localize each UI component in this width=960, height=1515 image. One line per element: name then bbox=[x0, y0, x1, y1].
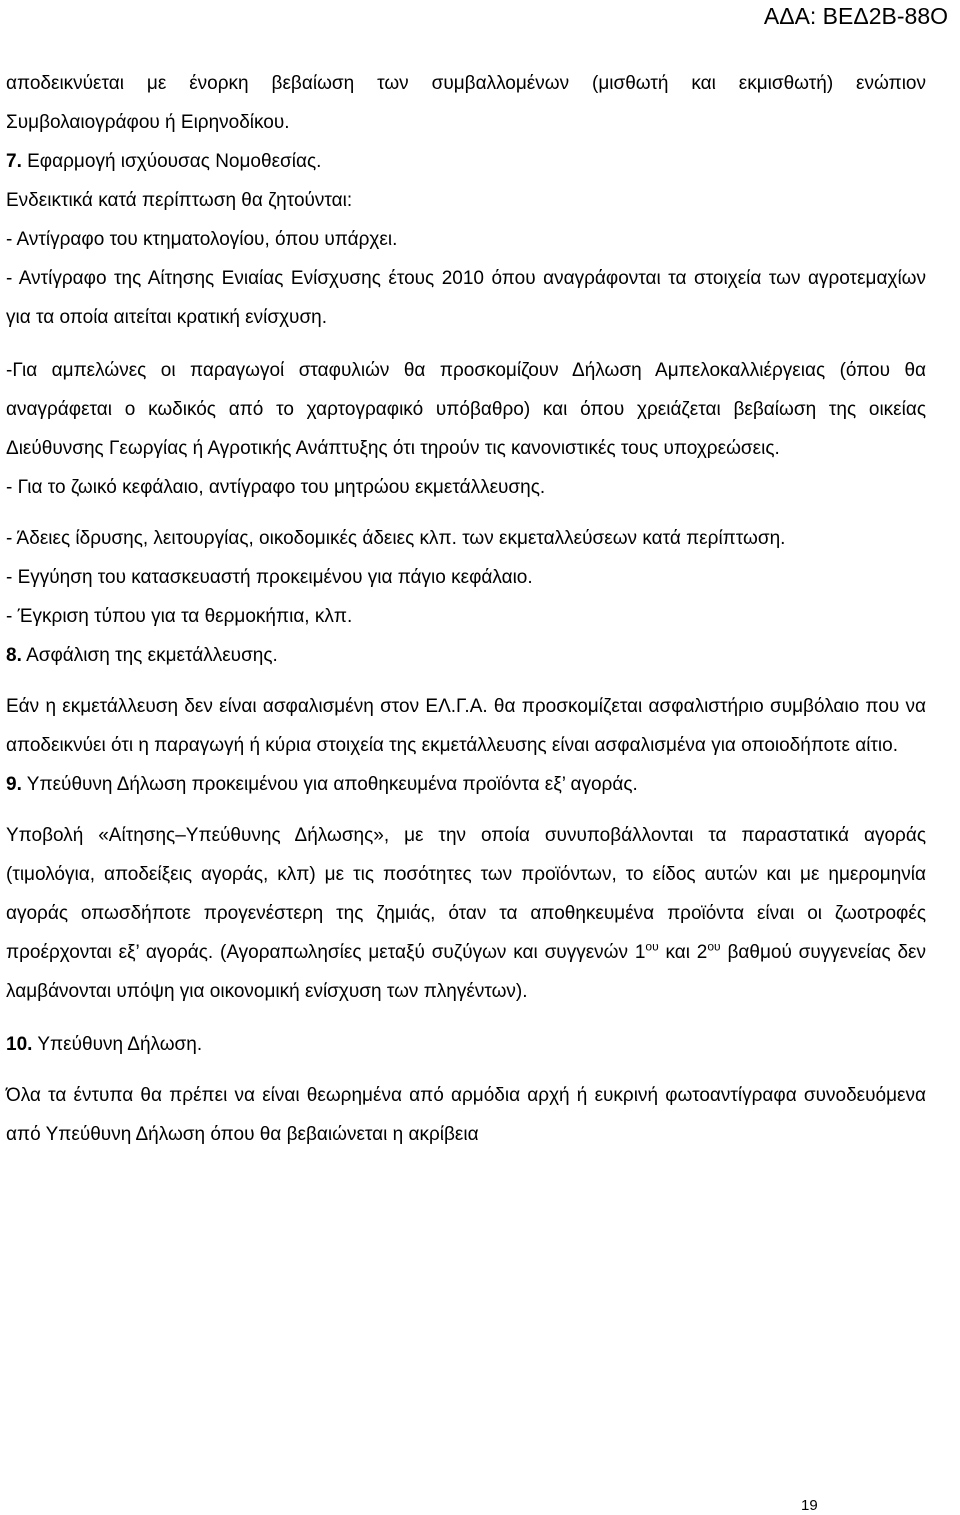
section-8-number: 8. bbox=[6, 645, 22, 666]
paragraph-stored-products bbox=[6, 816, 926, 1011]
section-10-number: 10. bbox=[6, 1034, 33, 1055]
section-7-number: 7. bbox=[6, 151, 22, 172]
stored-products-text-b: και 2 bbox=[658, 942, 708, 963]
ordinal-suffix-2: ου bbox=[707, 939, 721, 954]
document-body bbox=[6, 64, 926, 1154]
paragraph-cadastre: - Αντίγραφο του κτηματολογίου, όπου υπάρχει. bbox=[6, 229, 398, 250]
paragraph-insurance: Εάν η εκμετάλλευση δεν είναι ασφαλισμένη στον ΕΛ.Γ.Α. θα προσκομίζεται ασφαλιστήριο συμβόλαιο που να αποδεικνύει ότι η παραγωγή ή κύρια στοιχεία της εκμετάλλευσης είναι ασφαλισμένα για οποιοδήποτε αίτιο. bbox=[6, 696, 926, 756]
ada-code: ΑΔΑ: ΒΕΔ2Β-88Ο bbox=[763, 3, 948, 29]
page-number: 19 bbox=[801, 1497, 818, 1514]
paragraph-permits: - Άδειες ίδρυσης, λειτουργίας, οικοδομικές άδειες κλπ. των εκμεταλλεύσεων κατά περίπτωση. bbox=[6, 528, 786, 549]
section-8-title: Ασφάλιση της εκμετάλλευσης. bbox=[21, 645, 278, 666]
paragraph-guarantee: - Εγγύηση του κατασκευαστή προκειμένου για πάγιο κεφάλαιο. bbox=[6, 567, 533, 588]
paragraph-affidavit: αποδεικνύεται με ένορκη βεβαίωση των συμβαλλομένων (μισθωτή και εκμισθωτή) ενώπιον Συμβολαιογράφου ή Ειρηνοδίκου. bbox=[6, 73, 926, 133]
section-10-heading bbox=[6, 1025, 926, 1064]
section-9-heading bbox=[6, 765, 926, 804]
paragraph-vineyards: -Για αμπελώνες οι παραγωγοί σταφυλιών θα προσκομίζουν Δήλωση Αμπελοκαλλιέργειας (όπου θα αναγράφεται ο κωδικός από το χαρτογραφικό υπόβαθρο) και όπου χρειάζεται βεβαίωση της οικείας Διεύθυνσης Γεωργίας ή Αγροτικής Ανάπτυξης ότι τηρούν τις κανονιστικές τους υποχρεώσεις. bbox=[6, 360, 926, 459]
paragraph-greenhouse: - Έγκριση τύπου για τα θερμοκήπια, κλπ. bbox=[6, 606, 353, 627]
stored-products-text-c: βαθμού συγγενείας δεν λαμβάνονται υπόψη για οικονομική ενίσχυση των πληγέντων). bbox=[6, 942, 926, 1002]
ordinal-suffix-1: ου bbox=[645, 939, 659, 954]
paragraph-single-aid: - Αντίγραφο της Αίτησης Ενιαίας Ενίσχυσης έτους 2010 όπου αναγράφονται τα στοιχεία των αγροτεμαχίων για τα οποία αιτείται κρατική ενίσχυση. bbox=[6, 268, 926, 328]
paragraph-indicative: Ενδεικτικά κατά περίπτωση θα ζητούνται: bbox=[6, 190, 353, 211]
section-7-heading bbox=[6, 142, 926, 181]
section-8-heading bbox=[6, 636, 926, 675]
paragraph-forms: Όλα τα έντυπα θα πρέπει να είναι θεωρημένα από αρμόδια αρχή ή ευκρινή φωτοαντίγραφα συνοδευόμενα από Υπεύθυνη Δήλωση όπου θα βεβαιώνεται η ακρίβεια bbox=[6, 1085, 926, 1145]
section-9-title: Υπεύθυνη Δήλωση προκειμένου για αποθηκευμένα προϊόντα εξ’ αγοράς. bbox=[21, 774, 638, 795]
stored-products-text-a: Υποβολή «Αίτησης–Υπεύθυνης Δήλωσης», με την οποία συνυποβάλλονται τα παραστατικά αγοράς (τιμολόγια, αποδείξεις αγοράς, κλπ) με τις ποσότητες των προϊόντων, το είδος αυτών και με ημερομηνία αγοράς οπωσδήποτε προγενέστερη της ζημιάς, όταν τα αποθηκευμένα προϊόντα είναι οι ζωοτροφές προέρχονται εξ’ αγοράς. (Αγοραπωλησίες μεταξύ συζύγων και συγγενών 1 bbox=[6, 825, 926, 963]
section-9-number: 9. bbox=[6, 774, 22, 795]
section-7-title: Εφαρμογή ισχύουσας Νομοθεσίας. bbox=[21, 151, 322, 172]
section-10-title: Υπεύθυνη Δήλωση. bbox=[32, 1034, 203, 1055]
paragraph-livestock: - Για το ζωικό κεφάλαιο, αντίγραφο του μητρώου εκμετάλλευσης. bbox=[6, 477, 546, 498]
